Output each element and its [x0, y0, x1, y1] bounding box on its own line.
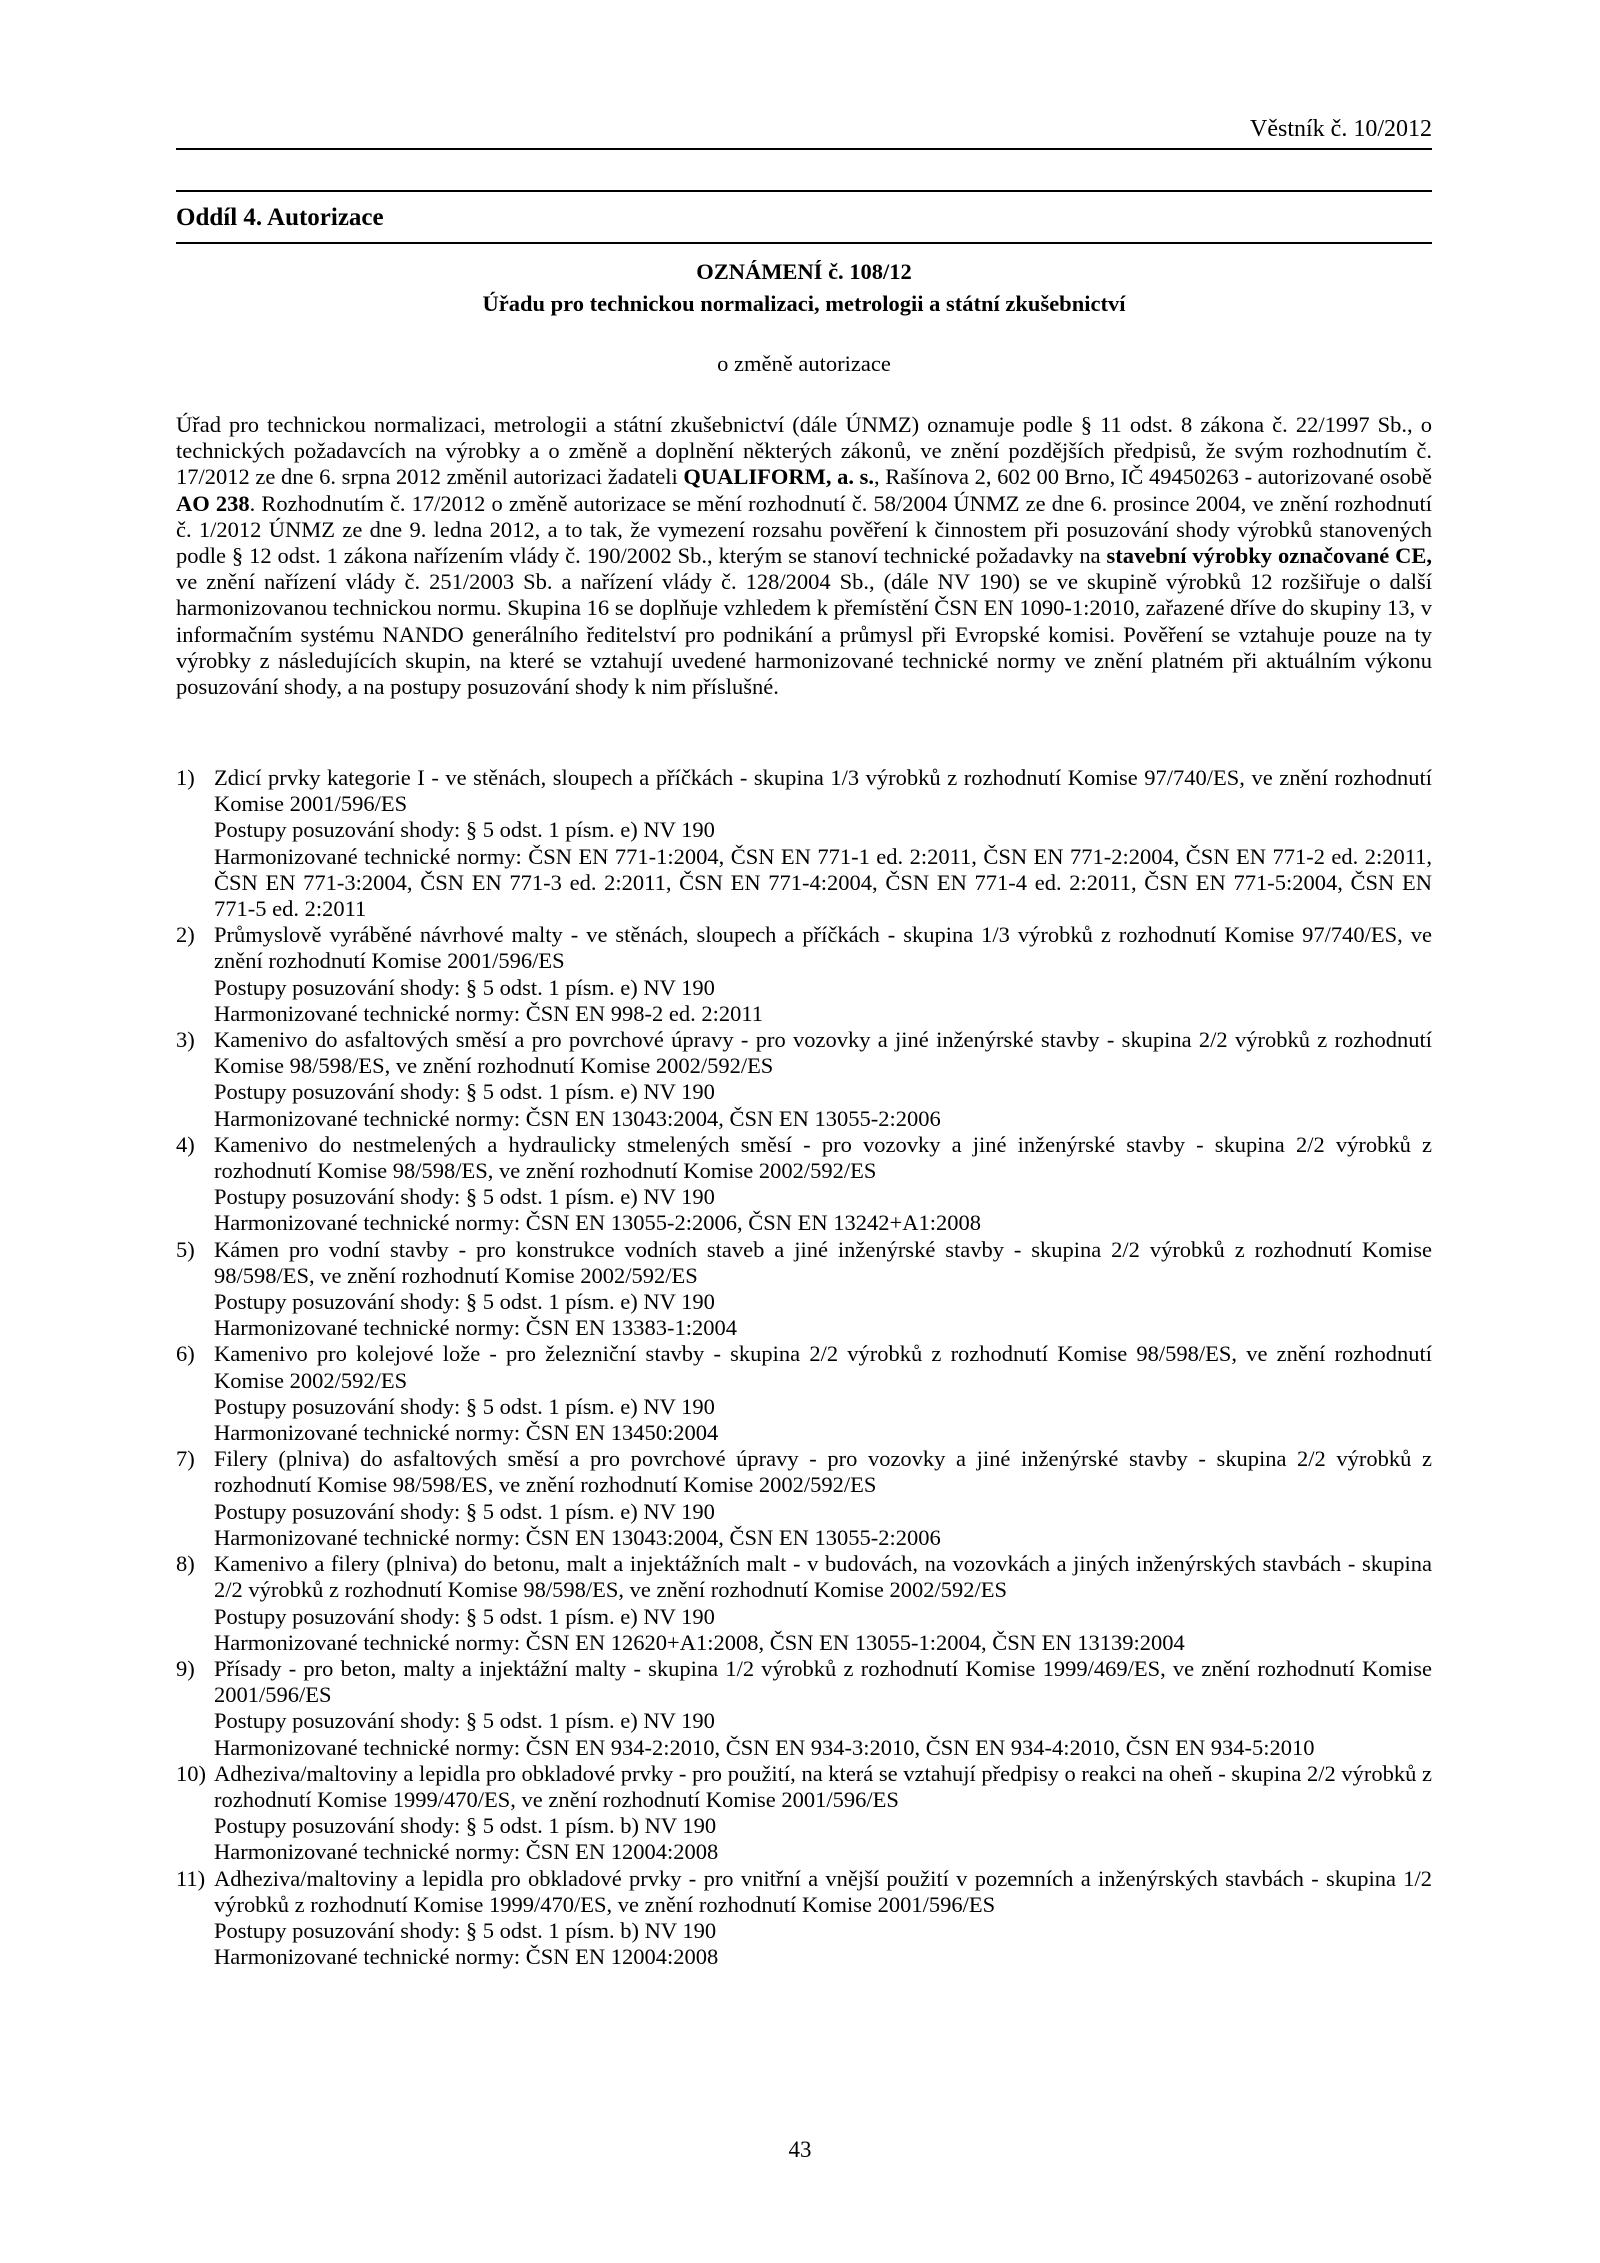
list-item [176, 1761, 1432, 1866]
list-item [176, 922, 1432, 1027]
list-item [176, 765, 1432, 922]
item-standards: Harmonizované technické normy: ČSN EN 12004:2008 [214, 1944, 719, 1970]
list-item [176, 1446, 1432, 1551]
intro-text-1: Úřad pro technickou normalizaci, metrologii a státní zkušebnictví (dále ÚNMZ) oznamuje podle § 11 odst. 8 zákona č. 22/1997 Sb., o technických požadavcích na výrobky a o změně a doplnění některých zákonů, ve znění pozdějších předpisů, že svým rozhodnutím č. 17/2012 ze dne 6. srpna 2012 změnil autorizaci žadateli [176, 412, 1432, 490]
item-standards: Harmonizované technické normy: ČSN EN 998-2 ed. 2:2011 [214, 1000, 764, 1026]
journal-title: Věstník č. 10/2012 [1250, 116, 1432, 142]
item-procedure: Postupy posuzování shody: § 5 odst. 1 písm. e) NV 190 [214, 1393, 715, 1419]
notice-heading [176, 256, 1432, 320]
intro-text-4: ve znění nařízení vlády č. 251/2003 Sb. a nařízení vlády č. 128/2004 Sb., (dále NV 190) se ve skupině výrobků 12 rozšiřuje o další harmonizovanou technickou normu. Skupina 16 se doplňuje vzhledem k přemístění ČSN EN 1090-1:2010, zařazené dříve do skupiny 13, v informačním systému NANDO generálního ředitelství pro podnikání a průmysl při Evropské komisi. Pověření se vztahuje pouze na ty výrobky z následujících skupin, na které se vztahují uvedené harmonizované technické normy ve znění platném při aktuálním výkonu posuzování shody, a na postupy posuzování shody k nim příslušné. [176, 569, 1432, 700]
item-standards: Harmonizované technické normy: ČSN EN 934-2:2010, ČSN EN 934-3:2010, ČSN EN 934-4:2010, ČSN EN 934-5:2010 [214, 1734, 1315, 1760]
section-title: Oddíl 4. Autorizace [176, 204, 384, 231]
item-description: Průmyslově vyráběné návrhové malty - ve stěnách, sloupech a příčkách - skupina 1/3 výrobků z rozhodnutí Komise 97/740/ES, ve znění rozhodnutí Komise 2001/596/ES [214, 922, 1432, 974]
item-description: Kamenivo pro kolejové lože - pro železniční stavby - skupina 2/2 výrobků z rozhodnutí Komise 98/598/ES, ve znění rozhodnutí Komise 2002/592/ES [214, 1341, 1432, 1393]
notice-authority: Úřadu pro technickou normalizaci, metrologii a státní zkušebnictví [482, 291, 1126, 316]
item-standards: Harmonizované technické normy: ČSN EN 13450:2004 [214, 1420, 719, 1446]
intro-text-2: , Rašínova 2, 602 00 Brno, IČ 49450263 - autorizované osobě [873, 464, 1432, 490]
list-item-number: 6) [176, 1341, 195, 1367]
item-standards: Harmonizované technické normy: ČSN EN 12620+A1:2008, ČSN EN 13055-1:2004, ČSN EN 13139:2004 [214, 1629, 1185, 1655]
item-standards: Harmonizované technické normy: ČSN EN 13043:2004, ČSN EN 13055-2:2006 [214, 1105, 941, 1131]
item-standards: Harmonizované technické normy: ČSN EN 13043:2004, ČSN EN 13055-2:2006 [214, 1524, 941, 1550]
page-number: 43 [788, 2137, 812, 2162]
notice-title: OZNÁMENÍ č. 108/12 [696, 259, 912, 284]
list-item [176, 1027, 1432, 1132]
item-procedure: Postupy posuzování shody: § 5 odst. 1 písm. e) NV 190 [214, 1289, 715, 1315]
product-scope: stavební výrobky označované CE, [1106, 543, 1432, 569]
item-standards: Harmonizované technické normy: ČSN EN 13055-2:2006, ČSN EN 13242+A1:2008 [214, 1210, 981, 1236]
authorized-body-number: AO 238 [176, 490, 250, 516]
list-item-number: 10) [176, 1760, 206, 1786]
item-description: Adheziva/maltoviny a lepidla pro obkladové prvky - pro vnitřní a vnější použití v pozemních a inženýrských stavbách - skupina 1/2 výrobků z rozhodnutí Komise 1999/470/ES, ve znění rozhodnutí Komise 2001/596/ES [214, 1865, 1432, 1917]
list-item-number: 3) [176, 1027, 195, 1053]
item-description: Kamenivo a filery (plniva) do betonu, malt a injektážních malt - v budovách, na vozovkách a jiných inženýrských stavbách - skupina 2/2 výrobků z rozhodnutí Komise 98/598/ES, ve znění rozhodnutí Komise 2002/592/ES [214, 1551, 1432, 1603]
section-bar [176, 190, 1432, 244]
list-item-number: 9) [176, 1655, 195, 1681]
item-procedure: Postupy posuzování shody: § 5 odst. 1 písm. e) NV 190 [214, 1184, 715, 1210]
list-item [176, 1341, 1432, 1446]
item-description: Přísady - pro beton, malty a injektážní malty - skupina 1/2 výrobků z rozhodnutí Komise 1999/469/ES, ve znění rozhodnutí Komise 2001/596/ES [214, 1655, 1432, 1708]
item-procedure: Postupy posuzování shody: § 5 odst. 1 písm. e) NV 190 [214, 1079, 715, 1105]
list-item-number: 7) [176, 1446, 195, 1472]
list-item-number: 8) [176, 1551, 195, 1577]
item-description: Kámen pro vodní stavby - pro konstrukce vodních staveb a jiné inženýrské stavby - skupina 2/2 výrobků z rozhodnutí Komise 98/598/ES, ve znění rozhodnutí Komise 2002/592/ES [214, 1236, 1432, 1288]
list-item-number: 2) [176, 922, 195, 948]
item-procedure: Postupy posuzování shody: § 5 odst. 1 písm. e) NV 190 [214, 817, 715, 843]
item-procedure: Postupy posuzování shody: § 5 odst. 1 písm. b) NV 190 [214, 1813, 717, 1839]
item-description: Adheziva/maltoviny a lepidla pro obkladové prvky - pro použití, na která se vztahují předpisy o reakci na oheň - skupina 2/2 výrobků z rozhodnutí Komise 1999/470/ES, ve znění rozhodnutí Komise 2001/596/ES [214, 1760, 1432, 1812]
item-standards: Harmonizované technické normy: ČSN EN 13383-1:2004 [214, 1315, 738, 1341]
company-name: QUALIFORM, a. s. [683, 464, 874, 490]
item-procedure: Postupy posuzování shody: § 5 odst. 1 písm. e) NV 190 [214, 1603, 715, 1629]
intro-text-3: . Rozhodnutím č. 17/2012 o změně autorizace se mění rozhodnutí č. 58/2004 ÚNMZ ze dne 6. prosince 2004, ve znění rozhodnutí č. 1/2012 ÚNMZ ze dne 9. ledna 2012, a to tak, že vymezení rozsahu pověření k činnostem při posuzování shody výrobků stanovených podle § 12 odst. 1 zákona nařízením vlády č. 190/2002 Sb., kterým se stanoví technické požadavky na [176, 490, 1433, 569]
item-procedure: Postupy posuzování shody: § 5 odst. 1 písm. e) NV 190 [214, 1498, 715, 1524]
list-item [176, 1866, 1432, 1971]
item-description: Kamenivo do nestmelených a hydraulicky stmelených směsí - pro vozovky a jiné inženýrské stavby - skupina 2/2 výrobků z rozhodnutí Komise 98/598/ES, ve znění rozhodnutí Komise 2002/592/ES [214, 1131, 1432, 1184]
product-group-list [176, 765, 1432, 1970]
list-item [176, 1656, 1432, 1761]
item-description: Filery (plniva) do asfaltových směsí a pro povrchové úpravy - pro vozovky a jiné inženýrské stavby - skupina 2/2 výrobků z rozhodnutí Komise 98/598/ES, ve znění rozhodnutí Komise 2002/592/ES [214, 1446, 1432, 1498]
notice-subject: o změně autorizace [717, 351, 891, 376]
intro-paragraph [176, 412, 1432, 700]
item-standards: Harmonizované technické normy: ČSN EN 12004:2008 [214, 1839, 719, 1865]
item-description: Kamenivo do asfaltových směsí a pro povrchové úpravy - pro vozovky a jiné inženýrské stavby - skupina 2/2 výrobků z rozhodnutí Komise 98/598/ES, ve znění rozhodnutí Komise 2002/592/ES [214, 1027, 1432, 1079]
list-item-number: 1) [176, 765, 195, 790]
list-item-number: 11) [176, 1865, 206, 1891]
item-description: Zdicí prvky kategorie I - ve stěnách, sloupech a příčkách - skupina 1/3 výrobků z rozhodnutí Komise 97/740/ES, ve znění rozhodnutí Komise 2001/596/ES [214, 765, 1432, 817]
list-item [176, 1551, 1432, 1656]
list-item-number: 5) [176, 1236, 195, 1262]
item-procedure: Postupy posuzování shody: § 5 odst. 1 písm. e) NV 190 [214, 974, 715, 1000]
page-header [176, 108, 1432, 150]
list-item [176, 1132, 1432, 1237]
list-item-number: 4) [176, 1131, 195, 1157]
item-procedure: Postupy posuzování shody: § 5 odst. 1 písm. e) NV 190 [214, 1708, 715, 1734]
list-item [176, 1237, 1432, 1342]
item-procedure: Postupy posuzování shody: § 5 odst. 1 písm. b) NV 190 [214, 1917, 717, 1943]
item-standards: Harmonizované technické normy: ČSN EN 771-1:2004, ČSN EN 771-1 ed. 2:2011, ČSN EN 771-2:2004, ČSN EN 771-2 ed. 2:2011, ČSN EN 771-3:2004, ČSN EN 771-3 ed. 2:2011, ČSN EN 771-4:2004, ČSN EN 771-4 ed. 2:2011, ČSN EN 771-5:2004, ČSN EN 771-5 ed. 2:2011 [214, 843, 1432, 922]
